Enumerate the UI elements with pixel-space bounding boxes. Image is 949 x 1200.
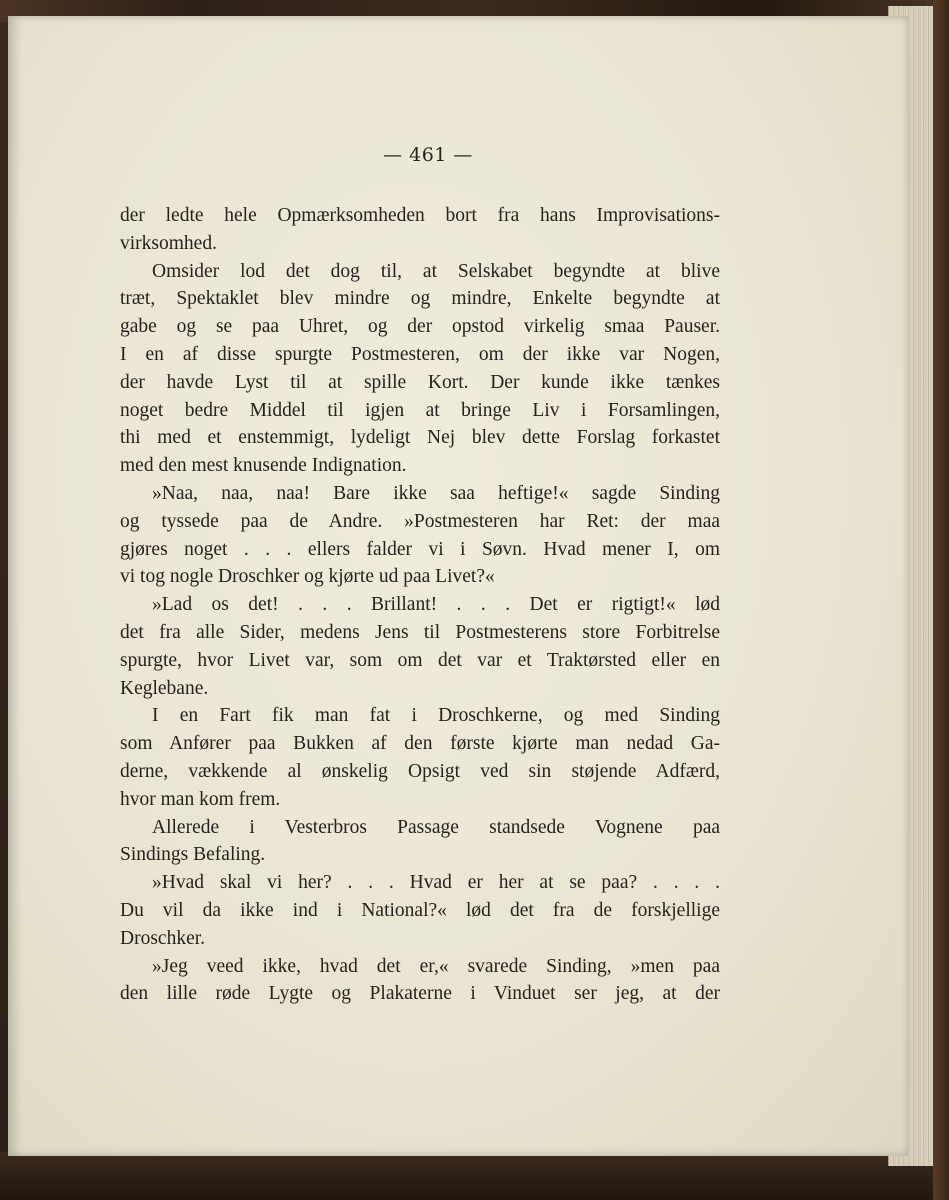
cover-edge <box>933 0 949 1200</box>
text-line: spurgte, hvor Livet var, som om det var et Traktørsted eller en <box>120 649 720 671</box>
text-line: Droschker. <box>120 927 206 949</box>
text-line: »Hvad skal vi her? . . . Hvad er her at se paa? . . . . <box>152 872 720 894</box>
text-line: den lille røde Lygte og Plakaterne i Vinduet ser jeg, at der <box>120 983 720 1005</box>
text-line: Sindings Befaling. <box>120 844 266 866</box>
text-line: træt, Spektaklet blev mindre og mindre, Enkelte begyndte at <box>120 288 720 310</box>
text-line: I en Fart fik man fat i Droschkerne, og med Sinding <box>152 705 720 727</box>
text-line: hvor man kom frem. <box>120 788 281 810</box>
text-line: og tyssede paa de Andre. »Postmesteren har Ret: der maa <box>120 510 720 532</box>
page-number: — 461 — <box>383 144 473 166</box>
text-line: der havde Lyst til at spille Kort. Der kunde ikke tænkes <box>120 371 720 393</box>
text-line: Omsider lod det dog til, at Selskabet begyndte at blive <box>152 260 720 282</box>
text-line: virksomhed. <box>120 232 217 254</box>
body-text <box>120 202 720 1008</box>
text-line: derne, vækkende al ønskelig Opsigt ved sin støjende Adfærd, <box>120 760 720 782</box>
text-line: vi tog nogle Droschker og kjørte ud paa Livet?« <box>120 566 495 588</box>
text-line: med den mest knusende Indignation. <box>120 455 407 477</box>
bottom-binding <box>0 1152 949 1200</box>
book-page <box>8 16 908 1156</box>
text-line: »Lad os det! . . . Brillant! . . . Det er rigtigt!« lød <box>152 594 720 616</box>
text-line: gjøres noget . . . ellers falder vi i Søvn. Hvad mener I, om <box>120 538 720 560</box>
text-line: det fra alle Sider, medens Jens til Postmesterens store Forbitrelse <box>120 621 720 643</box>
text-line: Du vil da ikke ind i National?« lød det fra de forskjellige <box>120 899 720 921</box>
text-line: noget bedre Middel til igjen at bringe Liv i Forsamlingen, <box>120 399 720 421</box>
text-line: gabe og se paa Uhret, og der opstod virkelig smaa Pauser. <box>120 316 720 338</box>
text-line: thi med et enstemmigt, lydeligt Nej blev dette Forslag forkastet <box>120 427 720 449</box>
text-line: der ledte hele Opmærksomheden bort fra hans Improvisations- <box>120 205 720 226</box>
text-line: Allerede i Vesterbros Passage standsede Vognene paa <box>152 816 720 838</box>
text-line: »Jeg veed ikke, hvad det er,« svarede Sinding, »men paa <box>152 955 720 977</box>
text-line: som Anfører paa Bukken af den første kjørte man nedad Ga- <box>120 733 720 755</box>
text-line: »Naa, naa, naa! Bare ikke saa heftige!« sagde Sinding <box>152 482 720 504</box>
text-line: Keglebane. <box>120 677 209 699</box>
text-line: I en af disse spurgte Postmesteren, om der ikke var Nogen, <box>120 343 720 365</box>
